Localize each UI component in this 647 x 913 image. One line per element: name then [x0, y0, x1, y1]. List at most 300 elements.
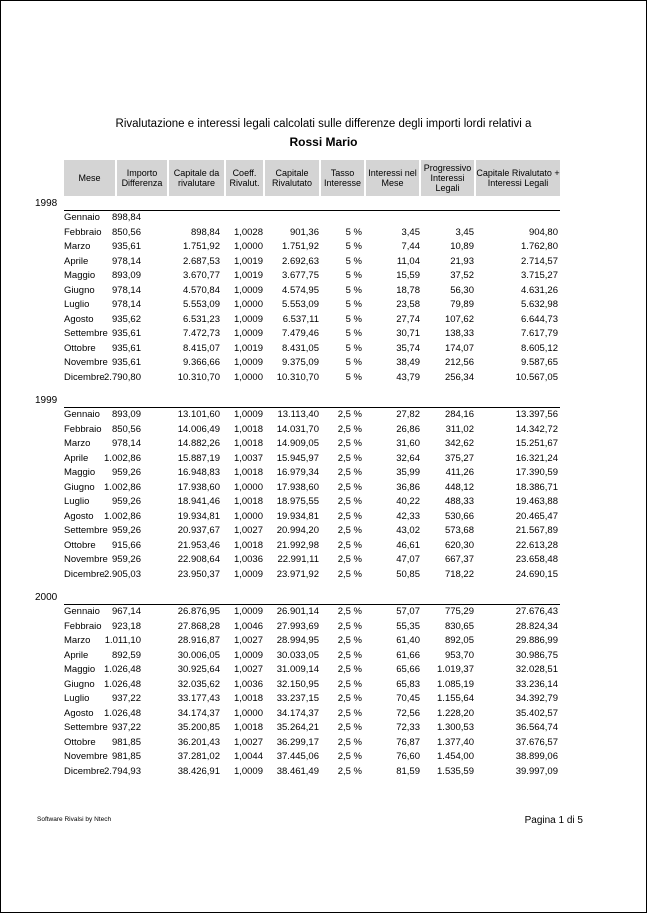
table-cell: 2,5 %	[337, 664, 362, 675]
table-cell: 18.941,46	[177, 496, 220, 507]
table-row	[0, 751, 647, 765]
table-cell: 15,59	[396, 270, 420, 281]
table-row	[0, 467, 647, 481]
table-row	[0, 708, 647, 722]
table-cell: 30,71	[396, 328, 420, 339]
table-row	[0, 664, 647, 678]
table-row	[0, 314, 647, 328]
table-cell: 5 %	[345, 241, 362, 252]
table-cell: 1,0028	[233, 226, 263, 238]
table-cell: 31.009,14	[276, 664, 319, 675]
table-cell: 30.033,05	[276, 649, 319, 661]
table-cell: 34.174,37	[276, 707, 319, 719]
table-cell: 978,14	[111, 284, 141, 296]
table-cell: 850,56	[111, 423, 141, 435]
table-cell: Novembre	[64, 554, 108, 565]
table-cell: 22.613,28	[515, 539, 558, 551]
table-cell: Maggio	[64, 467, 96, 478]
table-cell: 26.901,14	[276, 606, 319, 617]
table-cell: 16.979,34	[276, 467, 319, 478]
header-progressivo-interessi-legali: Progressivo Interessi Legali	[421, 160, 474, 196]
table-cell: Agosto	[64, 313, 94, 325]
table-cell: 2,5 %	[337, 635, 362, 646]
table-cell: 2,5 %	[337, 649, 362, 661]
header-capitale-rivalutato: Capitale Rivalutato	[265, 160, 319, 196]
table-cell: 26,86	[396, 423, 420, 435]
table-cell: 935,62	[111, 313, 141, 325]
table-cell: 22.991,11	[277, 554, 319, 565]
table-cell: 10.567,05	[515, 371, 558, 383]
table-cell: 1,0018	[233, 496, 263, 507]
table-cell: 47,07	[396, 554, 420, 565]
table-cell: 22.908,64	[177, 554, 220, 565]
header-mese: Mese	[64, 160, 115, 196]
table-cell: 959,26	[111, 496, 141, 507]
year-divider	[64, 210, 560, 211]
table-cell: 28.824,34	[515, 620, 558, 632]
table-cell: Giugno	[64, 284, 95, 296]
table-row	[0, 569, 647, 583]
table-cell: 20.937,67	[177, 525, 220, 536]
table-cell: 39.997,09	[515, 765, 558, 777]
table-row	[0, 511, 647, 525]
table-row	[0, 241, 647, 255]
table-cell: 27.993,69	[276, 620, 319, 632]
table-cell: 1,0009	[233, 568, 263, 580]
table-cell: 27.868,28	[177, 620, 220, 632]
table-cell: 19.934,81	[276, 510, 319, 522]
table-cell: 1,0009	[233, 765, 263, 777]
table-cell: 18.975,55	[276, 496, 319, 507]
table-row	[0, 372, 647, 386]
table-cell: 55,35	[396, 620, 420, 632]
table-cell: Agosto	[64, 707, 94, 719]
table-row	[0, 693, 647, 707]
table-cell: Febbraio	[64, 620, 102, 632]
table-cell: 1,0018	[233, 539, 263, 551]
table-cell: 981,85	[111, 751, 141, 762]
table-cell: 13.101,60	[177, 409, 220, 420]
table-cell: 33.237,15	[276, 693, 319, 704]
table-cell: 23.950,37	[177, 568, 220, 580]
person-name: Rossi Mario	[289, 135, 358, 149]
table-cell: 20.465,47	[515, 510, 558, 522]
table-cell: 1.011,10	[104, 635, 141, 646]
table-cell: 38.899,06	[515, 751, 558, 762]
table-cell: Dicembre	[64, 765, 105, 777]
table-cell: 76,87	[396, 736, 420, 748]
table-cell: 50,85	[396, 568, 420, 580]
table-cell: 174,07	[444, 342, 474, 354]
table-row	[0, 343, 647, 357]
table-cell: 1.377,40	[437, 736, 474, 748]
table-cell: 30.006,05	[177, 649, 220, 661]
table-cell: 5 %	[345, 255, 362, 267]
table-cell: 16.321,24	[515, 452, 558, 464]
table-row	[0, 285, 647, 299]
table-cell: 1.019,37	[437, 664, 474, 675]
table-cell: 2,5 %	[337, 606, 362, 617]
table-cell: 35.200,85	[177, 722, 220, 733]
table-cell: Maggio	[64, 270, 96, 281]
table-cell: 937,22	[111, 722, 141, 733]
table-cell: 1.751,92	[282, 241, 319, 252]
table-cell: 30.986,75	[515, 649, 558, 661]
table-cell: 2,5 %	[337, 554, 362, 565]
table-cell: 9.375,09	[282, 357, 319, 368]
table-row	[0, 650, 647, 664]
table-cell: 9.587,65	[521, 357, 558, 368]
table-cell: 32,64	[396, 452, 420, 464]
table-cell: 1,0009	[233, 649, 263, 661]
table-cell: 5 %	[345, 357, 362, 368]
table-cell: Agosto	[64, 510, 94, 522]
table-cell: 5 %	[345, 371, 362, 383]
table-cell: 959,26	[111, 554, 141, 565]
table-row	[0, 525, 647, 539]
table-cell: 18,78	[396, 284, 420, 296]
table-cell: 28.916,87	[177, 635, 220, 646]
table-cell: 19.934,81	[177, 510, 220, 522]
table-row	[0, 621, 647, 635]
table-row	[0, 554, 647, 568]
table-cell: 830,65	[444, 620, 474, 632]
table-cell: 14.031,70	[276, 423, 319, 435]
table-cell: 2,5 %	[337, 765, 362, 777]
table-cell: 35.264,21	[276, 722, 319, 733]
table-cell: 953,70	[444, 649, 474, 661]
table-cell: 2,5 %	[337, 510, 362, 522]
table-cell: 28.994,95	[276, 635, 319, 646]
table-cell: 1.535,59	[437, 765, 474, 777]
table-cell: 15.887,19	[177, 452, 220, 464]
table-cell: 27,74	[396, 313, 420, 325]
table-cell: Ottobre	[64, 736, 96, 748]
table-cell: 1.454,00	[437, 751, 474, 762]
table-cell: 1,0000	[233, 241, 263, 252]
table-cell: 978,14	[111, 299, 141, 310]
table-cell: 2,5 %	[337, 481, 362, 493]
table-cell: 1.002,86	[104, 510, 141, 522]
table-cell: 1.762,80	[521, 241, 558, 252]
table-cell: 5.553,09	[183, 299, 220, 310]
table-cell: 46,61	[396, 539, 420, 551]
table-cell: 21.992,98	[276, 539, 319, 551]
table-cell: 32.150,95	[276, 678, 319, 690]
table-cell: Febbraio	[64, 423, 102, 435]
table-cell: 1.155,64	[437, 693, 474, 704]
table-cell: 1.002,86	[104, 452, 141, 464]
table-cell: Aprile	[64, 452, 89, 464]
table-row	[0, 270, 647, 284]
table-cell: 1,0027	[233, 664, 263, 675]
table-cell: 573,68	[444, 525, 474, 536]
table-cell: 1.026,48	[104, 664, 141, 675]
table-cell: 2,5 %	[337, 467, 362, 478]
header-importo-differenza: Importo Differenza	[117, 160, 167, 196]
table-cell: 3,45	[455, 226, 474, 238]
table-cell: 2,5 %	[337, 496, 362, 507]
table-cell: 23,58	[396, 299, 420, 310]
table-cell: 2,5 %	[337, 438, 362, 449]
table-cell: 15.251,67	[515, 438, 558, 449]
table-cell: 32.028,51	[515, 664, 558, 675]
table-cell: 1,0009	[233, 606, 263, 617]
table-cell: 892,59	[111, 649, 141, 661]
table-cell: 935,61	[111, 357, 141, 368]
table-row	[0, 227, 647, 241]
table-cell: 4.574,95	[282, 284, 319, 296]
table-cell: Gennaio	[64, 409, 100, 420]
table-cell: 5 %	[345, 328, 362, 339]
table-cell: 32.035,62	[177, 678, 220, 690]
table-cell: Marzo	[64, 241, 91, 252]
table-cell: 10.310,70	[276, 371, 319, 383]
table-cell: 7.479,46	[282, 328, 319, 339]
table-cell: 978,14	[111, 438, 141, 449]
table-cell: 904,80	[528, 226, 558, 238]
table-cell: 65,83	[396, 678, 420, 690]
table-cell: 40,22	[396, 496, 420, 507]
table-cell: 1,0018	[233, 467, 263, 478]
table-cell: 14.909,05	[276, 438, 319, 449]
table-cell: 1,0036	[233, 554, 263, 565]
table-cell: 27,82	[396, 409, 420, 420]
table-row	[0, 453, 647, 467]
table-cell: 37.281,02	[177, 751, 220, 762]
table-cell: 5.632,98	[521, 299, 558, 310]
table-cell: 937,22	[111, 693, 141, 704]
table-cell: 1,0018	[233, 722, 263, 733]
table-row	[0, 766, 647, 780]
table-cell: 21.953,46	[177, 539, 220, 551]
table-cell: 1,0018	[233, 438, 263, 449]
table-cell: 1,0000	[233, 299, 263, 310]
table-cell: 898,84	[190, 226, 220, 238]
table-cell: 14.342,72	[515, 423, 558, 435]
table-cell: 23.658,48	[515, 554, 558, 565]
table-cell: 935,61	[111, 241, 141, 252]
table-cell: 901,36	[289, 226, 319, 238]
table-cell: 72,33	[396, 722, 420, 733]
table-cell: 620,30	[444, 539, 474, 551]
table-cell: 2,5 %	[337, 736, 362, 748]
table-cell: 1,0000	[233, 371, 263, 383]
table-row	[0, 357, 647, 371]
header-coeff-rivalut: Coeff. Rivalut.	[226, 160, 263, 196]
year-divider	[64, 604, 560, 605]
table-cell: 411,26	[445, 467, 474, 478]
table-cell: 1.085,19	[437, 678, 474, 690]
table-row	[0, 737, 647, 751]
table-cell: 923,18	[111, 620, 141, 632]
table-cell: 61,40	[396, 635, 420, 646]
table-cell: 19.463,88	[515, 496, 558, 507]
table-cell: Luglio	[64, 496, 90, 507]
table-cell: 42,33	[396, 510, 420, 522]
table-cell: 1,0036	[233, 678, 263, 690]
table-cell: 43,02	[396, 525, 420, 536]
table-cell: 38,49	[396, 357, 420, 368]
table-cell: 36.201,43	[177, 736, 220, 748]
table-cell: 1,0027	[233, 736, 263, 748]
table-cell: Novembre	[64, 357, 108, 368]
table-cell: 9.366,66	[183, 357, 220, 368]
table-cell: 1,0009	[233, 328, 263, 339]
year-divider	[64, 407, 560, 408]
table-row	[0, 679, 647, 693]
table-cell: 893,09	[111, 409, 141, 420]
table-cell: 16.948,83	[177, 467, 220, 478]
table-cell: 36.564,74	[515, 722, 558, 733]
header-interessi-nel-mese: Interessi nel Mese	[366, 160, 419, 196]
table-cell: 23.971,92	[276, 568, 319, 580]
table-row	[0, 212, 647, 226]
table-cell: 138,33	[444, 328, 474, 339]
table-cell: 107,62	[444, 313, 474, 325]
table-cell: 35,99	[396, 467, 420, 478]
table-cell: Gennaio	[64, 212, 100, 223]
header-capitale-rivalutato-interessi: Capitale Rivalutato + Interessi Legali	[476, 160, 560, 196]
table-cell: 24.690,15	[515, 568, 558, 580]
table-cell: 8.431,05	[282, 342, 319, 354]
table-cell: 1,0009	[233, 357, 263, 368]
document-title: Rivalutazione e interessi legali calcolati sulle differenze degli importi lordi relativi a	[115, 118, 532, 130]
table-row	[0, 540, 647, 554]
table-cell: 2,5 %	[337, 678, 362, 690]
table-cell: 2.790,80	[104, 371, 141, 383]
table-cell: 36,86	[396, 481, 420, 493]
table-row	[0, 299, 647, 313]
table-cell: Aprile	[64, 255, 89, 267]
table-cell: Settembre	[64, 722, 108, 733]
table-cell: 2,5 %	[337, 751, 362, 762]
table-cell: 72,56	[396, 707, 420, 719]
table-cell: 915,66	[111, 539, 141, 551]
table-cell: 4.631,26	[521, 284, 558, 296]
table-cell: 667,37	[444, 554, 474, 565]
table-cell: Giugno	[64, 678, 95, 690]
table-cell: 775,29	[444, 606, 474, 617]
table-cell: 10,89	[450, 241, 474, 252]
table-cell: 15.945,97	[276, 452, 319, 464]
table-cell: 1.300,53	[437, 722, 474, 733]
table-cell: Marzo	[64, 438, 91, 449]
table-cell: 959,26	[111, 525, 141, 536]
table-cell: 56,30	[450, 284, 474, 296]
table-cell: 4.570,84	[183, 284, 220, 296]
table-row	[0, 722, 647, 736]
table-cell: 2.687,53	[183, 255, 220, 267]
header-capitale-da-rivalutare: Capitale da rivalutare	[169, 160, 224, 196]
year-label: 1999	[35, 395, 58, 406]
table-cell: Novembre	[64, 751, 108, 762]
table-cell: Ottobre	[64, 539, 96, 551]
table-cell: 36.299,17	[276, 736, 319, 748]
table-cell: 17.938,60	[177, 481, 220, 493]
table-cell: Settembre	[64, 525, 108, 536]
table-cell: 17.938,60	[276, 481, 319, 493]
table-cell: 1,0044	[233, 751, 263, 762]
table-cell: 448,12	[444, 481, 474, 493]
table-cell: 530,66	[444, 510, 474, 522]
table-cell: 1,0000	[233, 707, 263, 719]
table-cell: 34.174,37	[177, 707, 220, 719]
table-cell: Luglio	[64, 693, 90, 704]
year-label: 2000	[35, 592, 58, 603]
header-tasso-interesse: Tasso Interesse	[321, 160, 364, 196]
table-cell: 29.886,99	[515, 635, 558, 646]
table-cell: 488,33	[444, 496, 474, 507]
table-cell: 5 %	[345, 342, 362, 354]
table-cell: 2,5 %	[337, 620, 362, 632]
table-cell: 1.026,48	[104, 678, 141, 690]
table-row	[0, 256, 647, 270]
table-cell: 17.390,59	[515, 467, 558, 478]
table-cell: 27.676,43	[515, 606, 558, 617]
table-cell: 18.386,71	[515, 481, 558, 493]
table-cell: 311,02	[445, 423, 474, 435]
table-cell: 2,5 %	[337, 525, 362, 536]
table-cell: 2,5 %	[337, 568, 362, 580]
table-cell: 1,0000	[233, 481, 263, 493]
table-row	[0, 424, 647, 438]
table-cell: 81,59	[396, 765, 420, 777]
table-cell: 5 %	[345, 270, 362, 281]
table-cell: 1,0018	[233, 693, 263, 704]
table-cell: 1,0019	[233, 255, 263, 267]
table-cell: 1,0037	[233, 452, 263, 464]
table-cell: 14.882,26	[177, 438, 220, 449]
table-cell: 20.994,20	[276, 525, 319, 536]
table-cell: 5 %	[345, 299, 362, 310]
table-cell: 6.644,73	[521, 313, 558, 325]
table-cell: 1.751,92	[183, 241, 220, 252]
table-cell: 11,04	[396, 255, 420, 267]
table-cell: 2.714,57	[521, 255, 558, 267]
table-cell: Luglio	[64, 299, 90, 310]
table-cell: 898,84	[111, 212, 141, 223]
table-cell: 284,16	[444, 409, 474, 420]
table-cell: 256,34	[444, 371, 474, 383]
table-cell: 37,52	[450, 270, 474, 281]
table-cell: 1,0009	[233, 313, 263, 325]
table-cell: 38.426,91	[177, 765, 220, 777]
table-cell: 1,0000	[233, 510, 263, 522]
table-cell: 978,14	[111, 255, 141, 267]
table-cell: 3.715,27	[521, 270, 558, 281]
table-cell: 2,5 %	[337, 707, 362, 719]
table-cell: Maggio	[64, 664, 96, 675]
table-cell: 1.002,86	[104, 481, 141, 493]
table-cell: 35.402,57	[515, 707, 558, 719]
table-cell: 1,0019	[233, 342, 263, 354]
table-cell: 718,22	[444, 568, 474, 580]
table-cell: Giugno	[64, 481, 95, 493]
footer-page-number: Pagina 1 di 5	[524, 815, 583, 826]
table-cell: 959,26	[111, 467, 141, 478]
table-cell: Marzo	[64, 635, 91, 646]
table-cell: 850,56	[111, 226, 141, 238]
table-cell: 37.676,57	[515, 736, 558, 748]
table-cell: 2,5 %	[337, 722, 362, 733]
table-cell: 1,0009	[233, 284, 263, 296]
table-cell: 33.236,14	[515, 678, 558, 690]
table-cell: 1,0046	[233, 620, 263, 632]
table-cell: 1,0027	[233, 525, 263, 536]
table-cell: 13.397,56	[515, 409, 558, 420]
table-cell: 21,93	[450, 255, 474, 267]
